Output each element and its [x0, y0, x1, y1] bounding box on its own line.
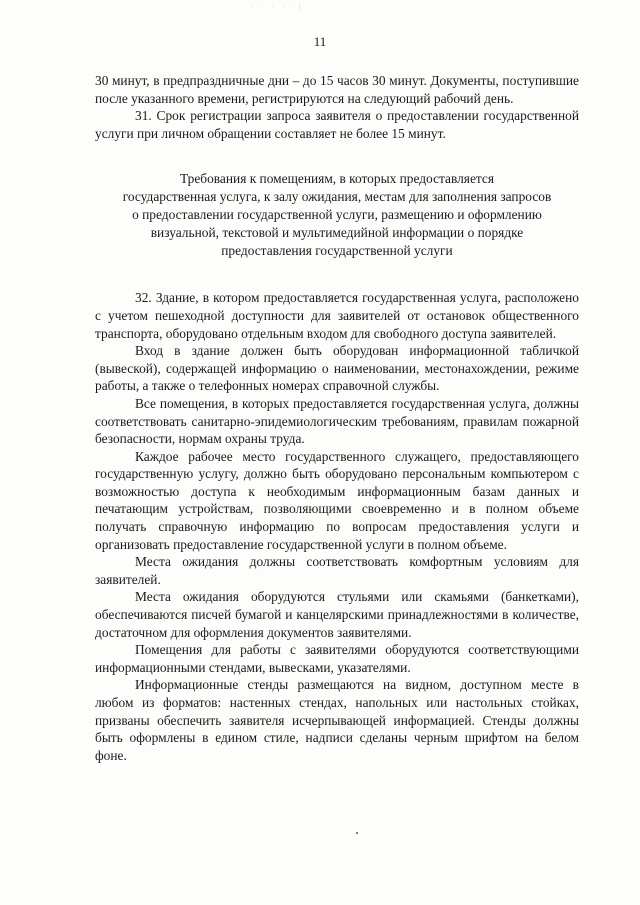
heading-line: визуальной, текстовой и мультимедийной информации о порядке	[150, 224, 524, 240]
scan-artifact: · · · · ·|	[250, 2, 303, 11]
paragraph-continuation: 30 минут, в предпраздничные дни – до 15 часов 30 минут. Документы, поступившие после указанного времени, регистрируются на следующий рабочий день.	[95, 73, 579, 106]
section-heading	[95, 170, 579, 259]
scan-speck	[356, 832, 358, 834]
heading-line: о предоставлении государственной услуги, размещению и оформлению	[132, 206, 542, 222]
paragraph: Места ожидания оборудуются стульями или скамьями (банкетками), обеспечиваются писчей бумагой и канцелярскими принадлежностями в количестве, достаточном для оформления документов заявителями.	[95, 589, 579, 640]
page-number: 11	[313, 34, 327, 49]
heading-line: государственная услуга, к залу ожидания, местам для заполнения запросов	[122, 189, 552, 205]
paragraph-31: 31. Срок регистрации запроса заявителя о предоставлении государственной услуги при личном обращении составляет не более 15 минут.	[95, 108, 579, 141]
paragraph: Вход в здание должен быть оборудован информационной табличкой (вывеской), содержащей информацию о наименовании, местонахождении, режиме работы, а также о телефонных номерах справочной службы.	[95, 343, 579, 394]
heading-line: Требования к помещениям, в которых предоставляется	[179, 171, 495, 187]
paragraph: Все помещения, в которых предоставляется государственная услуга, должны соответствовать санитарно-эпидемиологическим требованиям, правилам пожарной безопасности, нормам охраны труда.	[95, 395, 579, 447]
paragraph: Места ожидания должны соответствовать комфортным условиям для заявителей.	[95, 554, 579, 587]
paragraph: Каждое рабочее место государственного служащего, предоставляющего государственную услугу, должно быть оборудовано персональным компьютером с возможностью доступа к необходимым информационным базам данных и печатающим устройствам, позволяющими своевременно и в полном объеме получать справочную информацию по вопросам предоставления услуги и организовать предоставление государственной услуги в полном объеме.	[95, 448, 579, 552]
paragraph-32: 32. Здание, в котором предоставляется государственная услуга, расположено с учетом пешеходной доступности для заявителей от остановок общественного транспорта, оборудовано отдельным входом для свободного доступа заявителей.	[95, 290, 579, 341]
document-body	[95, 72, 579, 764]
heading-line: предоставления государственной услуги	[221, 242, 453, 258]
paragraph: Информационные стенды размещаются на видном, доступном месте в любом из форматов: настенных стендах, напольных или настольных стойках, призваны обеспечить заявителя исчерпывающей информацией. Стенды должны быть оформлены в едином стиле, надписи сделаны черным шрифтом на белом фоне.	[95, 677, 579, 763]
paragraph: Помещения для работы с заявителями оборудуются соответствующими информационными стендами, вывесками, указателями.	[95, 642, 579, 675]
